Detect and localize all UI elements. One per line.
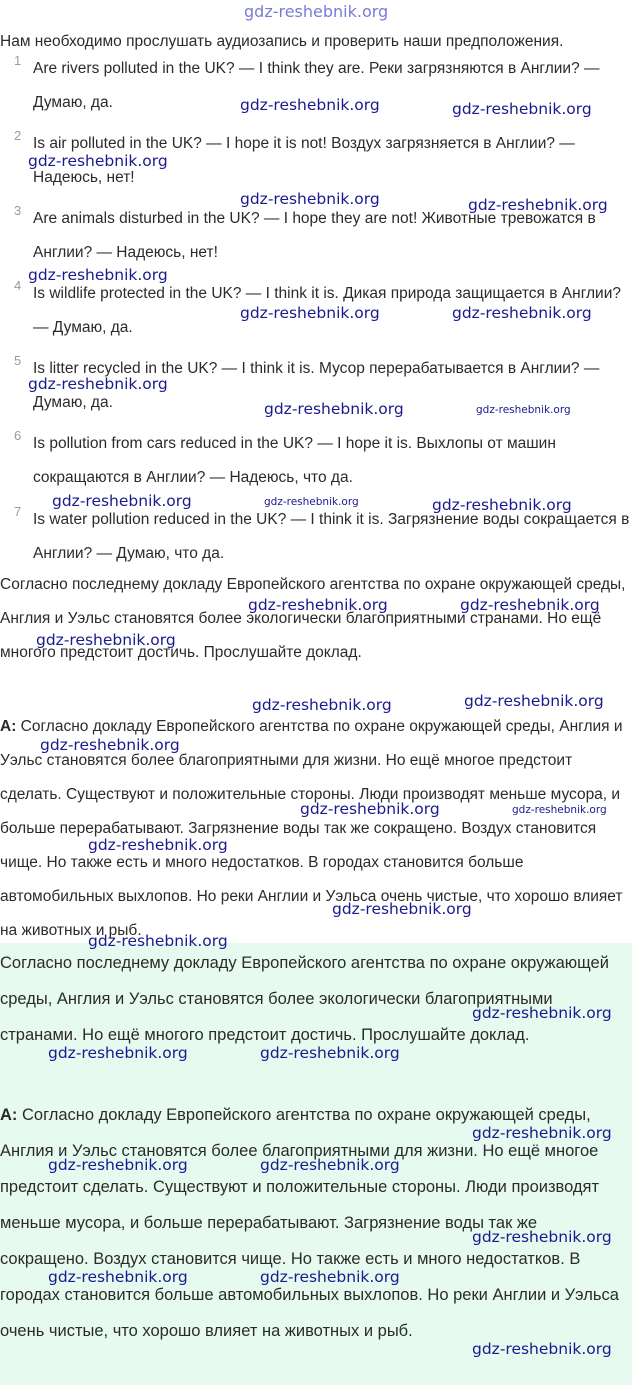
watermark: gdz-reshebnik.org <box>300 800 440 818</box>
item-number: 3 <box>14 203 22 218</box>
watermark: gdz-reshebnik.org <box>512 804 607 816</box>
watermark: gdz-reshebnik.org <box>48 1044 188 1062</box>
site-watermark: gdz-reshebnik.org <box>244 2 389 21</box>
watermark: gdz-reshebnik.org <box>240 190 380 208</box>
item-text: Is air polluted in the UK? — I hope it is not! Воздух загрязняется в Англии? — Надеюсь, нет! <box>33 135 575 186</box>
watermark: gdz-reshebnik.org <box>460 596 600 614</box>
watermark: gdz-reshebnik.org <box>432 496 572 514</box>
watermark: gdz-reshebnik.org <box>240 96 380 114</box>
watermark: gdz-reshebnik.org <box>28 375 168 393</box>
watermark: gdz-reshebnik.org <box>260 1044 400 1062</box>
watermark: gdz-reshebnik.org <box>28 266 168 284</box>
watermark: gdz-reshebnik.org <box>464 692 604 710</box>
watermark: gdz-reshebnik.org <box>248 596 388 614</box>
item-number: 6 <box>14 428 22 443</box>
highlighted-report-intro: Согласно последнему докладу Европейского агентства по охране окружающей среды, Англия и Уэльс становятся более экологически благоприятными странами. Но ещё многого предстоит достичь. Прослушайте доклад. <box>0 954 609 1044</box>
item-number: 5 <box>14 353 22 368</box>
item-number: 4 <box>14 278 22 293</box>
watermark: gdz-reshebnik.org <box>472 1124 612 1142</box>
watermark: gdz-reshebnik.org <box>48 1156 188 1174</box>
watermark: gdz-reshebnik.org <box>468 196 608 214</box>
report-intro-paragraph: Согласно последнему докладу Европейского агентства по охране окружающей среды, Англия и Уэльс становятся более экологически благоприятными странами. Но ещё многого предстоит достичь. Прослушайте доклад. <box>0 576 626 661</box>
watermark: gdz-reshebnik.org <box>476 404 571 416</box>
watermark: gdz-reshebnik.org <box>264 400 404 418</box>
item-text: Is water pollution reduced in the UK? — I think it is. Загрязнение воды сокращается в Англии? — Думаю, что да. <box>33 511 630 562</box>
watermark: gdz-reshebnik.org <box>472 1340 612 1358</box>
item-text: Is wildlife protected in the UK? — I think it is. Дикая природа защищается в Англии? — Думаю, да. <box>33 285 621 336</box>
watermark: gdz-reshebnik.org <box>52 492 192 510</box>
item-number: 1 <box>14 53 22 68</box>
watermark: gdz-reshebnik.org <box>452 100 592 118</box>
item-number: 2 <box>14 128 22 143</box>
watermark: gdz-reshebnik.org <box>88 932 228 950</box>
answer-text: Согласно докладу Европейского агентства по охране окружающей среды, Англия и Уэльс становятся более благоприятными для жизни. Но ещё многое предстоит сделать. Существуют и положительные стороны. Люди производят меньше мусора, и больше перерабатывают. Загрязнение воды так же сокращено. Воздух становится чище. Но также есть и много недостатков. В городах становится больше автомобильных выхлопов. Но реки Англии и Уэльса очень чистые, что хорошо влияет на животных и рыб. <box>0 1106 619 1340</box>
watermark: gdz-reshebnik.org <box>48 1268 188 1286</box>
watermark: gdz-reshebnik.org <box>264 496 359 508</box>
watermark: gdz-reshebnik.org <box>332 900 472 918</box>
item-text: Are rivers polluted in the UK? — I think they are. Реки загрязняются в Англии? — Думаю, да. <box>33 60 600 111</box>
watermark: gdz-reshebnik.org <box>40 736 180 754</box>
item-number: 7 <box>14 504 22 519</box>
watermark: gdz-reshebnik.org <box>472 1004 612 1022</box>
item-text: Is pollution from cars reduced in the UK? — I hope it is. Выхлопы от машин сокращаются в Англии? — Надеюсь, что да. <box>33 435 556 486</box>
watermark: gdz-reshebnik.org <box>472 1228 612 1246</box>
intro-text: Нам необходимо прослушать аудиозапись и проверить наши предположения. <box>0 33 564 50</box>
watermark: gdz-reshebnik.org <box>28 152 168 170</box>
watermark: gdz-reshebnik.org <box>88 836 228 854</box>
watermark: gdz-reshebnik.org <box>240 304 380 322</box>
answer-label: A: <box>0 718 17 735</box>
answer-label: A: <box>0 1106 18 1124</box>
watermark: gdz-reshebnik.org <box>252 696 392 714</box>
watermark: gdz-reshebnik.org <box>452 304 592 322</box>
watermark: gdz-reshebnik.org <box>260 1268 400 1286</box>
answer-text: Согласно докладу Европейского агентства по охране окружающей среды, Англия и Уэльс становятся более благоприятными для жизни. Но ещё многое предстоит сделать. Существуют и положительные стороны. Люди производят меньше мусора, и больше перерабатывают. Загрязнение воды так же сокращено. Воздух становится чище. Но также есть и много недостатков. В городах становится больше автомобильных выхлопов. Но реки Англии и Уэльса очень чистые, что хорошо влияет на животных и рыб. <box>0 718 623 939</box>
watermark: gdz-reshebnik.org <box>36 631 176 649</box>
item-text: Are animals disturbed in the UK? — I hope they are not! Животные тревожатся в Англии? — Надеюсь, нет! <box>33 210 596 261</box>
item-text: Is litter recycled in the UK? — I think it is. Мусор перерабатывается в Англии? — Думаю, да. <box>33 360 600 411</box>
watermark: gdz-reshebnik.org <box>260 1156 400 1174</box>
